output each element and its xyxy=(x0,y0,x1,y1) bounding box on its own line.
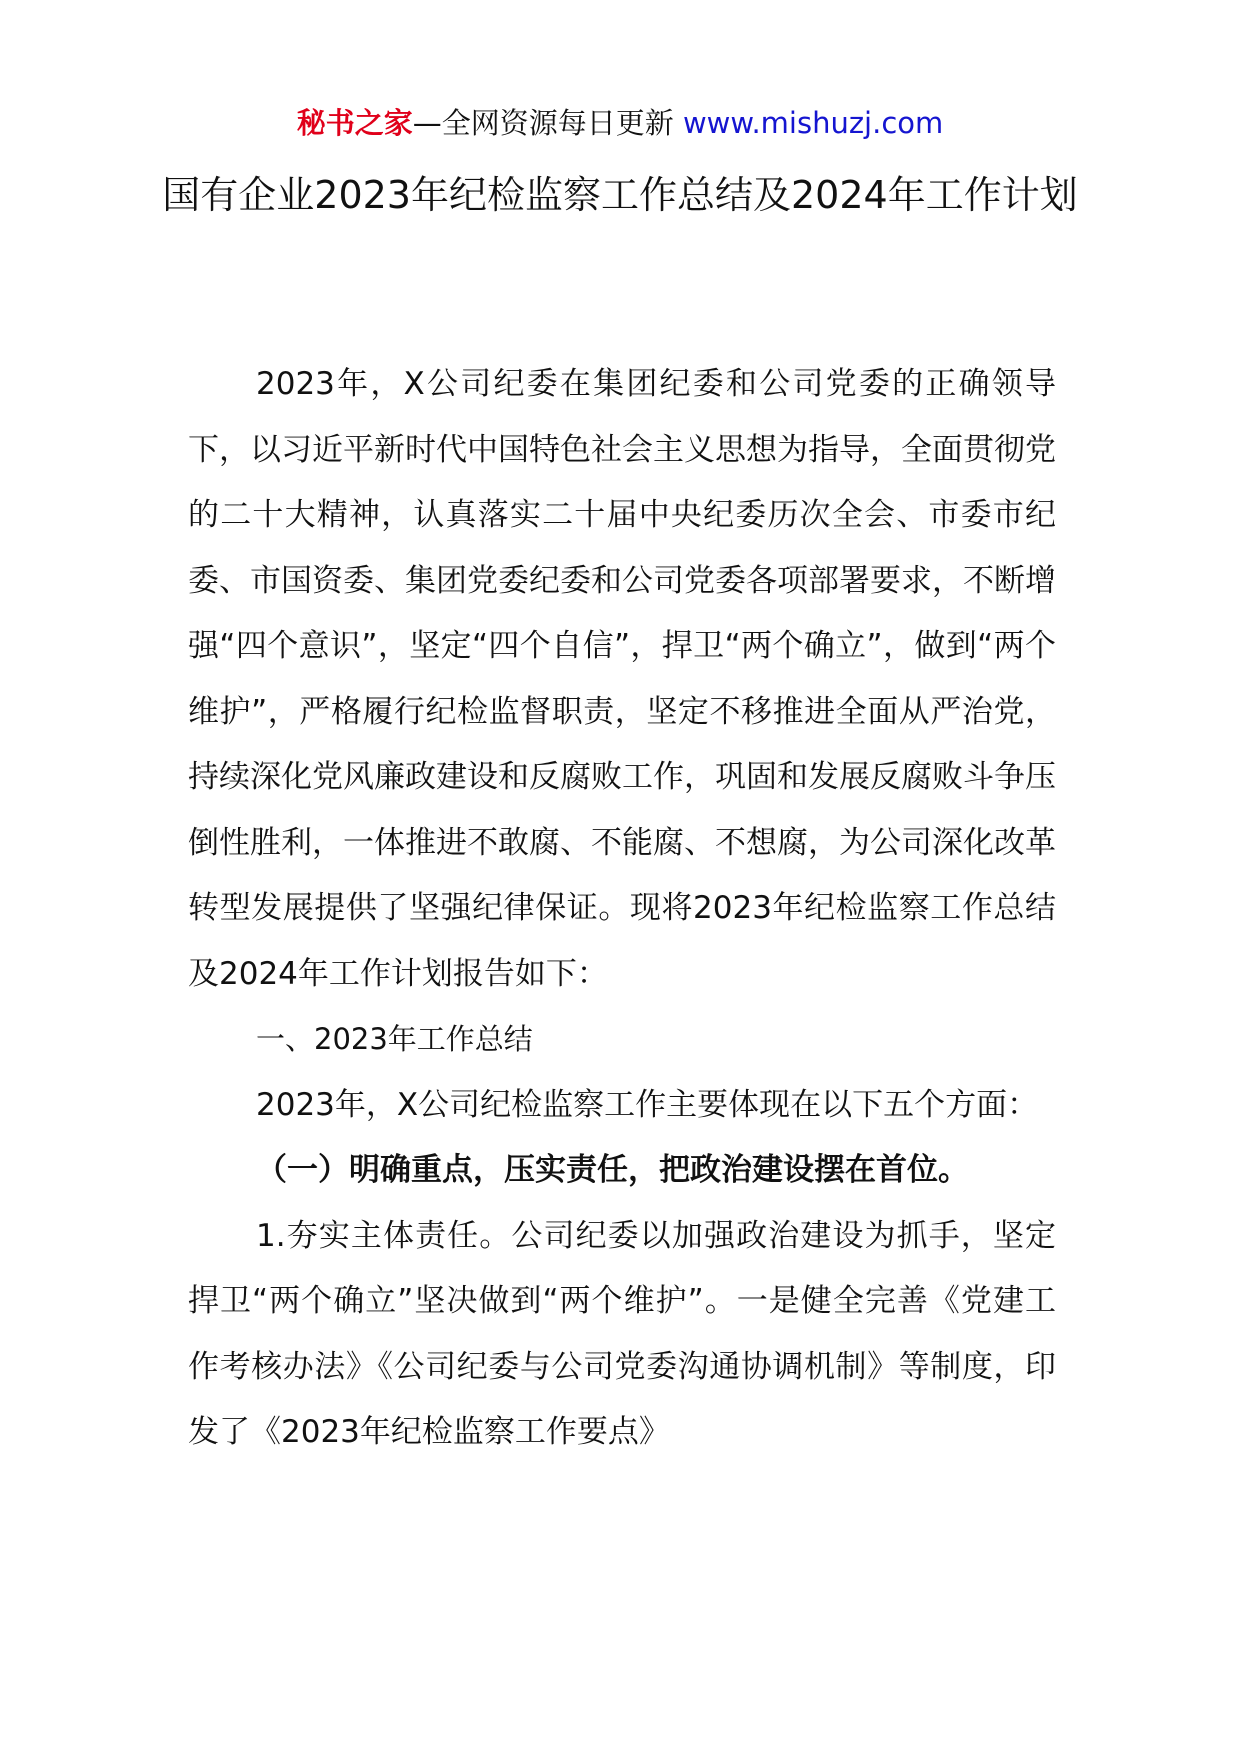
section-1-intro-paragraph: 2023年，X公司纪检监察工作主要体现在以下五个方面： xyxy=(256,1086,1039,1123)
item-1-paragraph: 1.夯实主体责任。公司纪委以加强政治建设为抓手，坚定捍卫“两个确立”坚决做到“两个维护”。一是健全完善《党建工作考核办法》《公司纪委与公司党委沟通协调机制》等制度，印发了《2023年纪检监察工作要点》 xyxy=(188,1217,1056,1450)
site-banner xyxy=(0,103,1240,143)
site-brand: 秘书之家 xyxy=(296,106,413,140)
intro-paragraph: 2023年，X公司纪委在集团纪委和公司党委的正确领导下，以习近平新时代中国特色社会主义思想为指导，全面贯彻党的二十大精神，认真落实二十届中央纪委历次全会、市委市纪委、市国资委、集团党委纪委和公司党委各项部署要求，不断增强“四个意识”，坚定“四个自信”，捍卫“两个确立”，做到“两个维护”，严格履行纪检监督职责，坚定不移推进全面从严治党，持续深化党风廉政建设和反腐败工作，巩固和发展反腐败斗争压倒性胜利，一体推进不敢腐、不能腐、不想腐，为公司深化改革转型发展提供了坚强纪律保证。现将2023年纪检监察工作总结及2024年工作计划报告如下： xyxy=(188,366,1056,992)
site-tagline: —全网资源每日更新 xyxy=(412,106,683,140)
document-body xyxy=(188,352,1056,1466)
document-title: 国有企业2023年纪检监察工作总结及2024年工作计划 xyxy=(162,173,1078,217)
section-1-heading: 一、2023年工作总结 xyxy=(256,1022,533,1056)
site-url-link[interactable]: www.mishuzj.com xyxy=(682,106,944,140)
subsection-1-heading: （一）明确重点，压实责任，把政治建设摆在首位。 xyxy=(256,1152,969,1188)
